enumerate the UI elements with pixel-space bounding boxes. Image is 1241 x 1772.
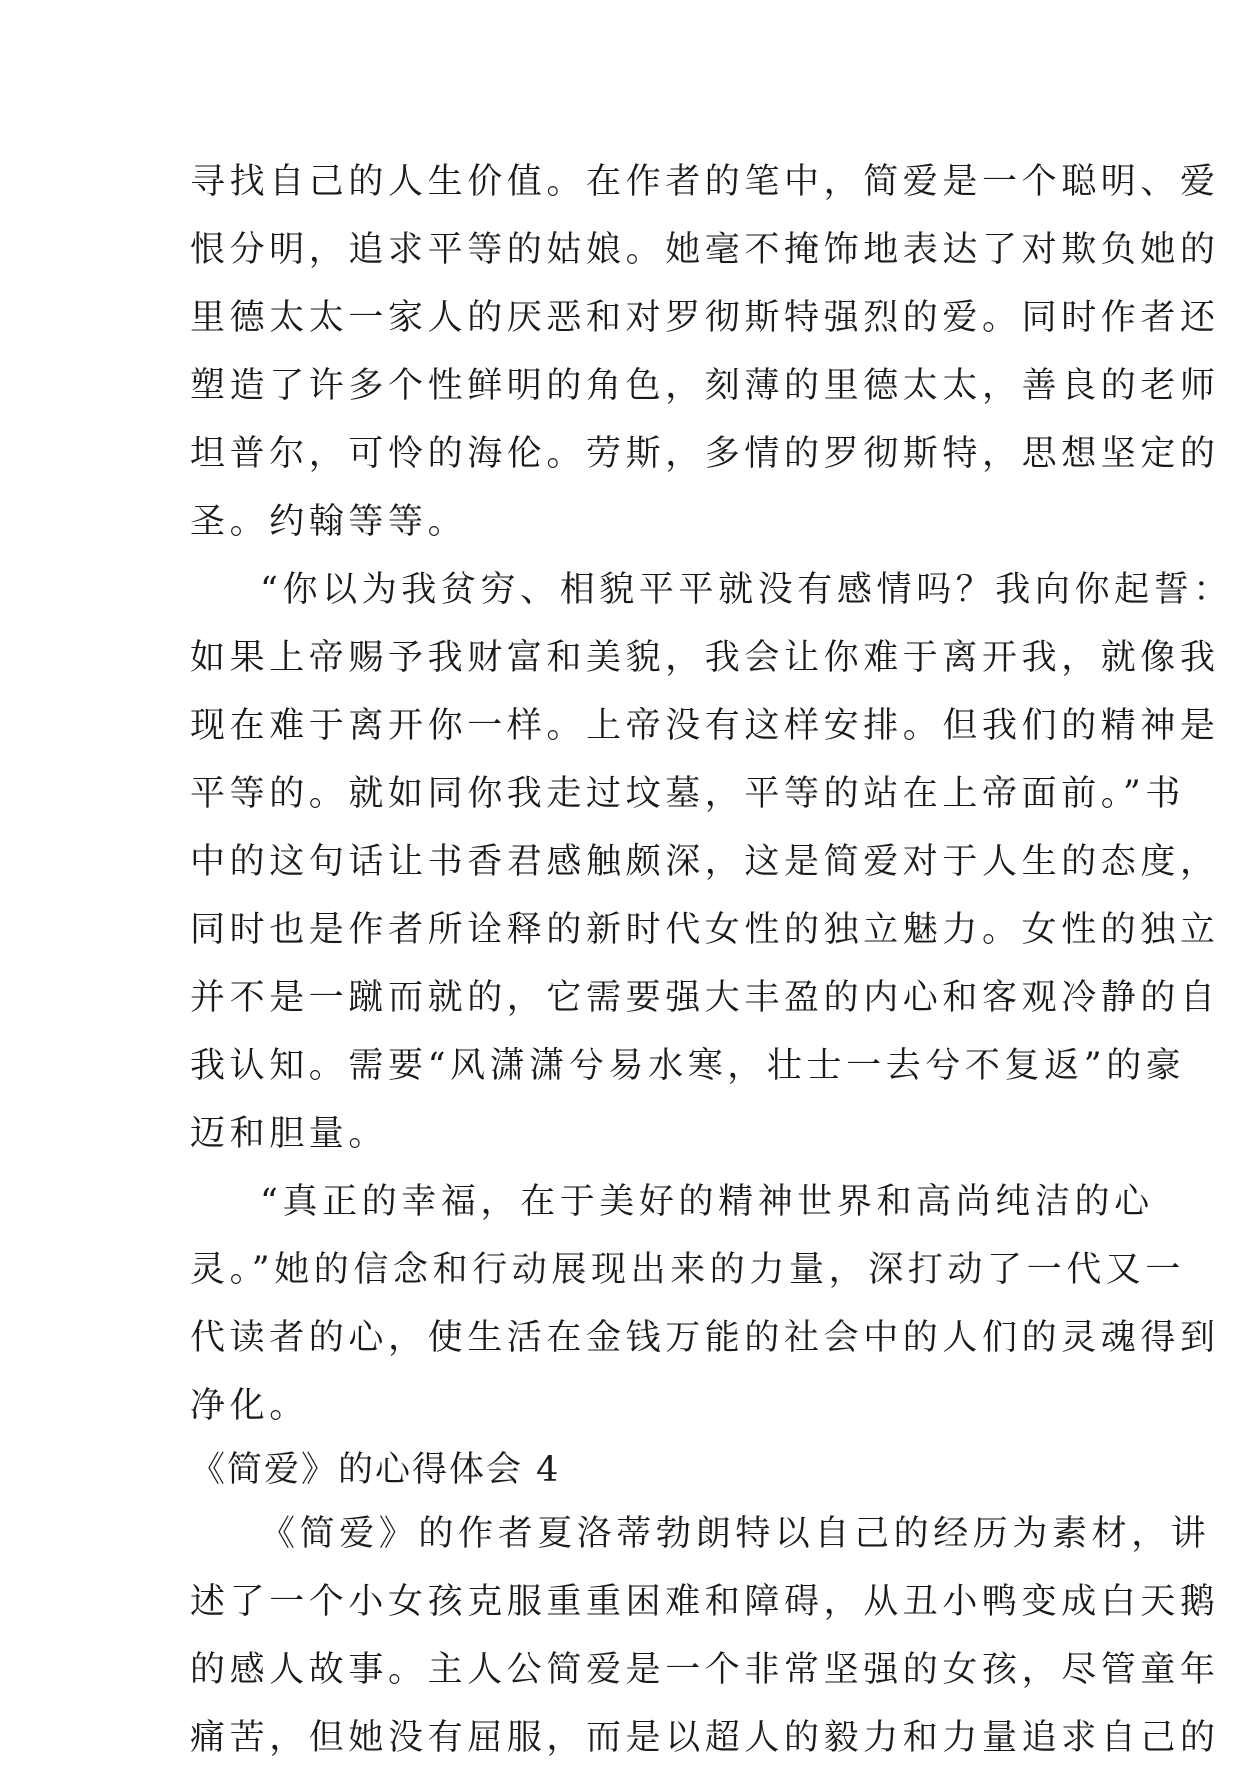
document-page [190,148,1233,1772]
text-line: 净化。 [190,1386,309,1426]
text-line: 同时也是作者所诠释的新时代女性的独立魅力。女性的独立 [190,910,1220,950]
text-line: 并不是一蹴而就的，它需要强大丰盈的内心和客观冷静的自 [190,978,1220,1018]
text-line: 如果上帝赐予我财富和美貌，我会让你难于离开我，就像我 [190,638,1220,678]
text-line: 现在难于离开你一样。上帝没有这样安排。但我们的精神是 [190,706,1220,746]
text-line: 寻找自己的人生价值。在作者的笔中，简爱是一个聪明、爱 [190,162,1220,202]
text-line: 痛苦，但她没有屈服，而是以超人的毅力和力量追求自己的 [190,1718,1220,1758]
text-line: 述了一个小女孩克服重重困难和障碍，从丑小鸭变成白天鹅 [190,1582,1220,1622]
text-line: “真正的幸福，在于美好的精神世界和高尚纯洁的心 [260,1182,1154,1222]
text-line: 代读者的心，使生活在金钱万能的社会中的人们的灵魂得到 [190,1318,1220,1358]
text-line: 迈和胆量。 [190,1114,389,1154]
text-line: 坦普尔，可怜的海伦。劳斯，多情的罗彻斯特，思想坚定的 [190,434,1220,474]
text-line: 平等的。就如同你我走过坟墓，平等的站在上帝面前。”书 [190,774,1185,814]
paragraph [190,1500,1220,1772]
text-line: 中的这句话让书香君感触颇深，这是简爱对于人生的态度， [190,842,1220,882]
text-line: 圣。约翰等等。 [190,502,468,542]
text-line: 塑造了许多个性鲜明的角色，刻薄的里德太太，善良的老师 [190,366,1220,406]
text-line: 的感人故事。主人公简爱是一个非常坚强的女孩，尽管童年 [190,1650,1220,1690]
text-line: 《简爱》的作者夏洛蒂勃朗特以自己的经历为素材，讲 [260,1514,1211,1554]
text-line: “你以为我贫穷、相貌平平就没有感情吗？我向你起誓： [260,570,1233,610]
paragraph [190,1168,1220,1440]
paragraph [190,556,1233,1168]
section-heading: 《简爱》的心得体会 4 [190,1450,561,1490]
paragraph [190,148,1220,556]
text-line: 灵。”她的信念和行动展现出来的力量，深打动了一代又一 [190,1250,1185,1290]
text-line: 里德太太一家人的厌恶和对罗彻斯特强烈的爱。同时作者还 [190,298,1220,338]
text-line: 恨分明，追求平等的姑娘。她毫不掩饰地表达了对欺负她的 [190,230,1220,270]
text-line: 我认知。需要“风潇潇兮易水寒，壮士一去兮不复返”的豪 [190,1046,1186,1086]
